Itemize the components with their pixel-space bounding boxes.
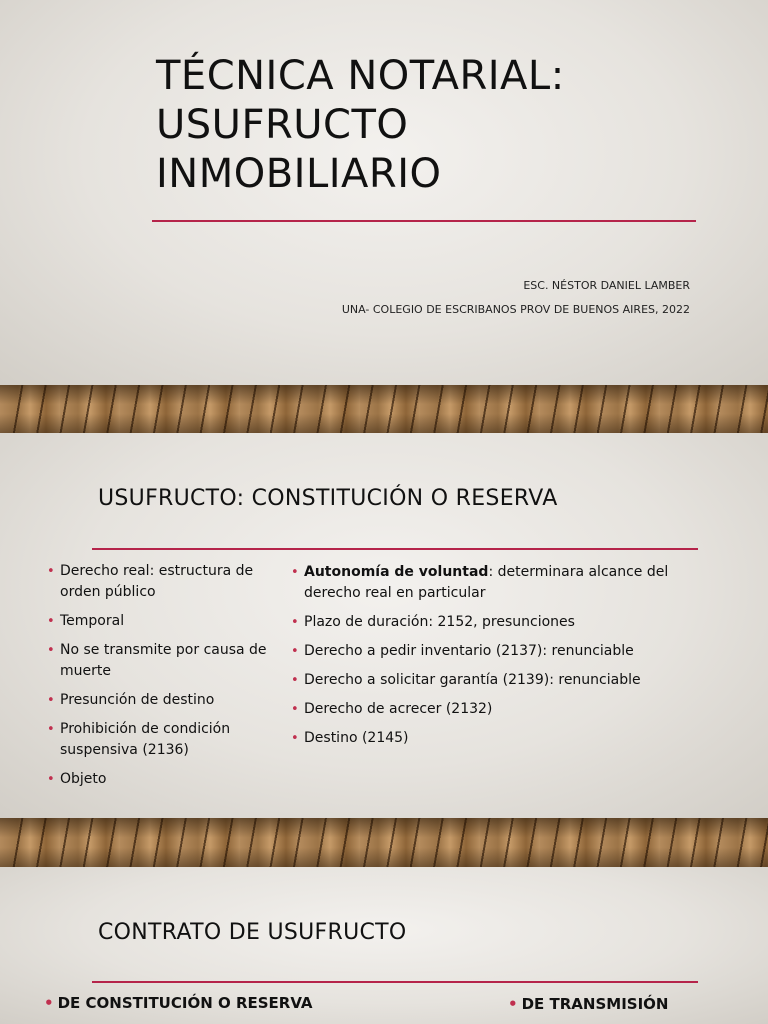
list-item: • Objeto <box>47 769 267 790</box>
list-item: • Destino (2145) <box>291 728 691 749</box>
right-bullet-list <box>291 562 691 757</box>
list-item: • No se transmite por causa de muerte <box>47 642 267 679</box>
list-item: • Temporal <box>47 611 267 632</box>
title-line-1: TÉCNICA NOTARIAL: <box>156 53 565 99</box>
title-line-2: USUFRUCTO <box>156 102 409 148</box>
heading-divider <box>92 548 698 550</box>
presentation-title <box>156 52 716 199</box>
bullet-icon: • <box>291 731 299 746</box>
list-item: • Derecho a pedir inventario (2137): renunciable <box>291 641 691 662</box>
item-transmision: • DE TRANSMISIÓN <box>508 995 669 1013</box>
list-item: • Plazo de duración: 2152, presunciones <box>291 612 691 633</box>
bullet-icon: • <box>291 644 299 659</box>
institution-line: UNA- COLEGIO DE ESCRIBANOS PROV DE BUENOS AIRES, 2022 <box>341 303 690 316</box>
heading-divider <box>92 981 698 983</box>
wood-floor-1 <box>0 385 768 433</box>
wood-floor-2 <box>0 818 768 867</box>
bullet-icon: • <box>291 702 299 717</box>
list-item: • Derecho de acrecer (2132) <box>291 699 691 720</box>
slide-contrato <box>0 867 768 1024</box>
bullet-icon: • <box>44 994 54 1012</box>
bullet-icon: • <box>47 614 55 629</box>
list-item: • Presunción de destino <box>47 690 267 711</box>
bullet-icon: • <box>47 643 55 658</box>
bullet-icon: • <box>508 995 518 1013</box>
list-item: • Derecho real: estructura de orden público <box>47 563 254 600</box>
title-line-3: INMOBILIARIO <box>156 151 442 197</box>
slide-constitucion <box>0 433 768 818</box>
left-bullet-list <box>47 561 267 798</box>
bullet-icon: • <box>47 722 55 737</box>
author-line: ESC. NÉSTOR DANIEL LAMBER <box>523 279 690 292</box>
bold-term: Autonomía de voluntad <box>304 564 489 580</box>
bullet-icon: • <box>47 693 55 708</box>
slide-heading: USUFRUCTO: CONSTITUCIÓN O RESERVA <box>98 486 558 511</box>
bullet-icon: • <box>291 615 299 630</box>
bullet-icon: • <box>47 772 55 787</box>
slide-heading: CONTRATO DE USUFRUCTO <box>98 920 407 945</box>
item-constitucion: • DE CONSTITUCIÓN O RESERVA <box>44 994 313 1012</box>
title-divider <box>152 220 696 222</box>
list-item: • Derecho a solicitar garantía (2139): renunciable <box>291 670 691 691</box>
bullet-icon: • <box>291 565 299 580</box>
slide-title <box>0 0 768 385</box>
bullet-icon: • <box>47 564 55 579</box>
bullet-icon: • <box>291 673 299 688</box>
list-item: • Autonomía de voluntad: determinara alcance del derecho real en particular <box>291 564 669 601</box>
list-item: • Prohibición de condición suspensiva (2136) <box>47 721 231 758</box>
